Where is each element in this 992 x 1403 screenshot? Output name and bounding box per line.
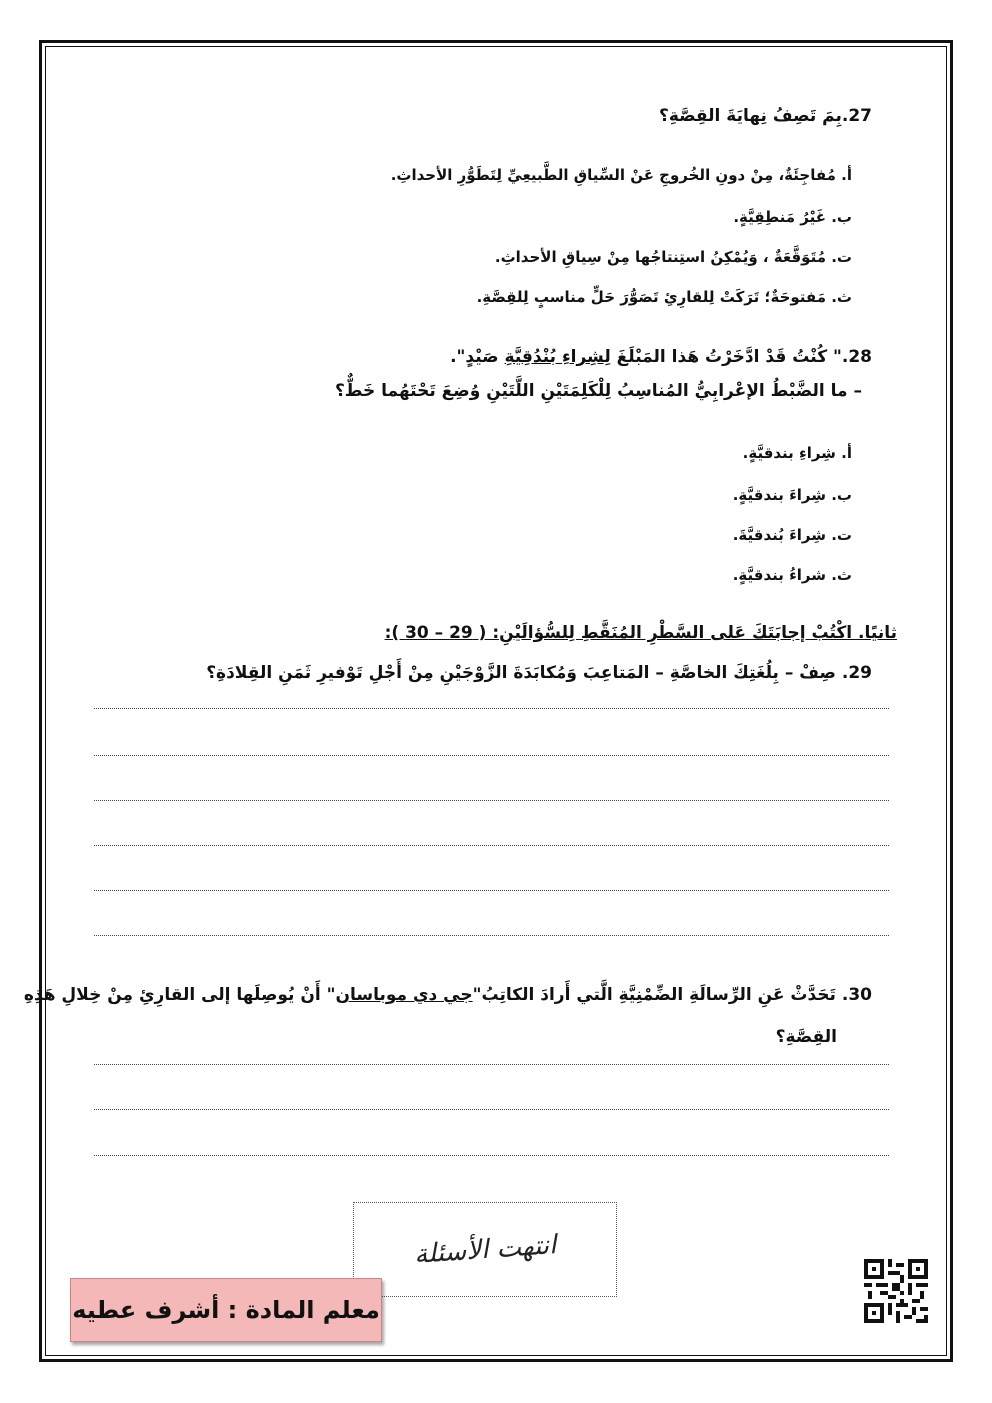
q28-option-b[interactable]: ب. شِراءَ بندقيَّةٍ.	[732, 486, 852, 504]
answer-line-30-2[interactable]	[94, 1109, 889, 1110]
answer-line-29-2[interactable]	[94, 755, 889, 756]
end-of-questions-box	[353, 1202, 617, 1297]
question-28-prompt: – ما الضَّبْطُ الإعْرابِيُّ المُناسِبُ لِلْكَلِمَتَيْنِ اللَّتَيْنِ وُضِعَ تَحْتَهُما خَطٌّ؟	[334, 381, 862, 401]
answer-line-29-4[interactable]	[94, 845, 889, 846]
question-30-line-1	[24, 985, 872, 1005]
question-27-title: 27.بِمَ تَصِفُ نِهايَةَ القِصَّةِ؟	[658, 106, 872, 126]
q30-text-start: 30. تَحَدَّثْ عَنِ الرِّسالَةِ الضِّمْنِيَّةِ الَّتي أَرادَ الكاتِبُ"	[472, 985, 872, 1005]
question-28-quote	[450, 347, 872, 367]
q28-quote-start: 28." كُنْتُ قَدْ ادَّخَرْتُ هَذا المَبْلَغَ	[610, 347, 872, 367]
q28-option-d[interactable]: ث. شراءُ بندقيَّةٍ.	[732, 566, 852, 584]
answer-line-30-1[interactable]	[94, 1064, 889, 1065]
answer-line-30-3[interactable]	[94, 1155, 889, 1156]
qr-code-icon	[864, 1259, 928, 1323]
q28-quote-underlined: لِشِراءِ بُنْدُقِيَّةِ	[504, 347, 611, 367]
q27-option-c[interactable]: ت. مُتَوَقَّعَةٌ ، وَيُمْكِنُ استِنتاجُها مِنْ سِياقِ الأحداثِ.	[494, 248, 852, 266]
question-30-line-2: القِصَّةِ؟	[775, 1027, 837, 1047]
teacher-name-badge: معلم المادة : أشرف عطيه	[70, 1278, 382, 1342]
answer-line-29-1[interactable]	[94, 708, 889, 709]
section-2-heading: ثانيًا. اكْتُبْ إجابَتَكَ عَلى السَّطْرِ المُنَقَّطِ لِلسُّؤالَيْنِ: ( 29 – 30 ):	[384, 623, 897, 643]
question-29: 29. صِفْ – بِلُغَتِكَ الخاصَّةِ – المَتاعِبَ وَمُكابَدَةَ الزَّوْجَيْنِ مِنْ أَجْلِ تَوْفيرِ ثَمَنِ القِلادَةِ؟	[206, 663, 872, 683]
q27-option-d[interactable]: ث. مَفتوحَةٌ؛ تَرَكَتْ لِلقارِئِ تَصَوُّرَ حَلٍّ مناسبٍ لِلقِصَّةِ.	[476, 288, 852, 306]
q30-text-end: " أَنْ يُوصِلَها إلى القارِئِ مِنْ خِلالِ هَذِهِ	[23, 985, 336, 1005]
answer-line-29-6[interactable]	[94, 935, 889, 936]
answer-line-29-3[interactable]	[94, 800, 889, 801]
q27-option-a[interactable]: أ. مُفاجِئَةٌ، مِنْ دونِ الخُروجِ عَنْ السِّياقِ الطَّبيعِيِّ لِتَطَوُّرِ الأحداثِ.	[390, 166, 852, 184]
q27-option-b[interactable]: ب. غَيْرُ مَنطِقِيَّةٍ.	[733, 208, 852, 226]
answer-line-29-5[interactable]	[94, 890, 889, 891]
q28-option-c[interactable]: ت. شِراءَ بُندقيَّةَ.	[732, 526, 852, 544]
q28-option-a[interactable]: أ. شِراءِ بندقيَّةٍ.	[742, 444, 852, 462]
end-of-questions-signature: انتهت الأسئلة	[412, 1229, 558, 1270]
q30-author: جي دي موباسان	[335, 985, 473, 1005]
q28-quote-end: صَيْدٍ".	[450, 347, 505, 367]
page-border-inner	[45, 46, 947, 1356]
